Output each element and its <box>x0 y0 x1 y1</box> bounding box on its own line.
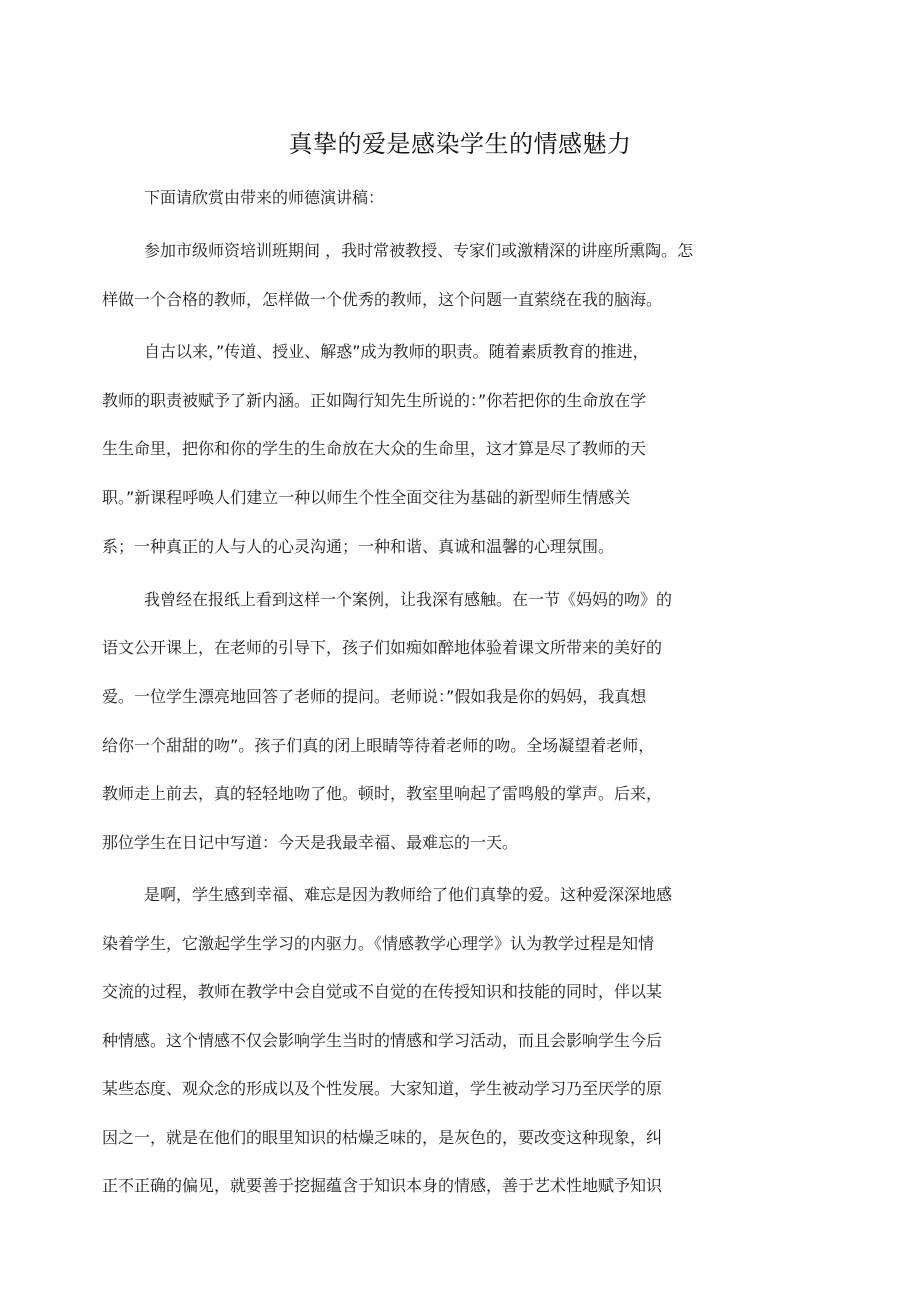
paragraph-line: 教师的职责被赋予了新内涵。正如陶行知先生所说的：”你若把你的生命放在学 <box>102 391 647 410</box>
paragraph-line: 语文公开课上，在老师的引导下，孩子们如痴如醉地体验着课文所带来的美好的 <box>102 638 663 657</box>
paragraph-line: 因之一，就是在他们的眼里知识的枯燥乏味的，是灰色的，要改变这种现象，纠 <box>102 1128 663 1147</box>
paragraph-line: 某些态度、观众念的形成以及个性发展。大家知道，学生被动学习乃至厌学的原 <box>102 1079 663 1098</box>
paragraph-line: 生生命里，把你和你的学生的生命放在大众的生命里，这才算是尽了教师的天 <box>102 439 647 458</box>
paragraph-line: 种情感。这个情感不仅会影响学生当时的情感和学习活动，而且会影响学生今后 <box>102 1031 663 1050</box>
paragraph-line: 样做一个合格的教师，怎样做一个优秀的教师，这个问题一直萦绕在我的脑海。 <box>102 290 663 309</box>
paragraph-line: 我曾经在报纸上看到这样一个案例，让我深有感触。在一节《妈妈的吻》的 <box>144 590 673 609</box>
paragraph-line: 正不正确的偏见，就要善于挖掘蕴含于知识本身的情感，善于艺术性地赋予知识 <box>102 1176 663 1195</box>
paragraph-line: 那位学生在日记中写道：今天是我最幸福、最难忘的一天。 <box>102 833 519 852</box>
paragraph-line: 教师走上前去，真的轻轻地吻了他。顿时，教室里响起了雷鸣般的掌声。后来， <box>102 784 663 803</box>
paragraph-line: 给你一个甜甜的吻”。孩子们真的闭上眼睛等待着老师的吻。全场凝望着老师， <box>102 736 655 755</box>
paragraph-line: 参加市级师资培训班期间 ，我时常被教授、专家们或激精深的讲座所熏陶。怎 <box>144 241 694 260</box>
paragraph-line: 染着学生，它激起学生学习的内驱力。《情感教学心理学》认为教学过程是知情 <box>102 934 655 953</box>
paragraph-line: 职。”新课程呼唤人们建立一种以师生个性全面交往为基础的新型师生情感关 <box>102 488 631 507</box>
paragraph-line: 是啊，学生感到幸福、难忘是因为教师给了他们真挚的爱。这种爱深深地感 <box>144 885 673 904</box>
paragraph-line: 系；一种真正的人与人的心灵沟通；一种和谐、真诚和温馨的心理氛围。 <box>102 537 615 556</box>
paragraph-line: 自古以来，”传道、授业、解惑”成为教师的职责。随着素质教育的推进， <box>144 342 649 361</box>
paragraph-line: 爱。一位学生漂亮地回答了老师的提问。老师说：”假如我是你的妈妈，我真想 <box>102 687 647 706</box>
intro-line: 下面请欣赏由带来的师德演讲稿： <box>144 188 385 207</box>
paragraph-line: 交流的过程，教师在教学中会自觉或不自觉的在传授知识和技能的同时，伴以某 <box>102 982 663 1001</box>
page-title: 真挚的爱是感染学生的情感魅力 <box>288 130 632 158</box>
